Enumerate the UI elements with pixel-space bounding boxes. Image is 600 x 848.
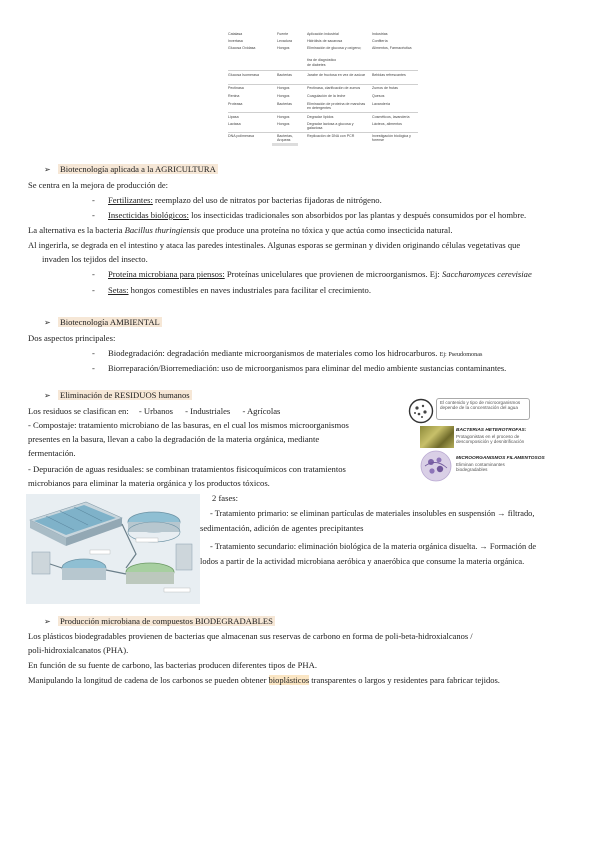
table-cell: Alimentos, Farmacéutica <box>372 46 412 50</box>
table-cell: Industrias <box>372 32 388 36</box>
table-cell: Catalasa <box>228 32 243 36</box>
table-cell: Lavandería <box>372 102 390 106</box>
table-cell: Quesos <box>372 94 385 98</box>
petri-dish-icon <box>408 398 434 424</box>
caption-box <box>436 398 530 420</box>
table-divider <box>228 70 418 71</box>
filamentous-microorganisms-image <box>420 450 452 482</box>
res-fases: 2 fases: <box>212 493 239 503</box>
table-cell: Cosméticos, lavandería <box>372 115 410 119</box>
agri-ingerir-1: Al ingerirla, se degrada en el intestino y ataca las paredes intestinales. Algunas esporas se germinan y dividen originando células vegetativas que <box>28 240 521 250</box>
res-depuracion-1: - Depuración de aguas residuales: se combinan tratamientos fisicoquímicos con tratamientos <box>28 464 346 474</box>
res-primario-2: sedimentación, adición de agentes precipitantes <box>200 523 364 533</box>
agri-setas: Setas: hongos comestibles en naves industriales para facilitar el crecimiento. <box>108 285 371 295</box>
bio-p1: Los plásticos biodegradables provienen de bacterias que almacenan sus reservas de carbono en forma de poli-beta-hidroxialcanos / <box>28 631 473 641</box>
table-cell: Bebidas refrescantes <box>372 73 406 77</box>
table-cell: Hongos <box>277 94 290 98</box>
table-smudge <box>272 143 298 146</box>
amb-biodegradacion: Biodegradación: degradación mediante microorganismos de materiales como los hidrocarburos. Ej: Pseudomonas <box>108 348 483 358</box>
table-cell: Hongos <box>277 122 290 126</box>
table-cell: Lácteos, alimentos <box>372 122 402 126</box>
table-cell: Hongos <box>277 46 290 50</box>
table-cell: Degradar lípidos <box>307 115 334 119</box>
table-cell: Hongos <box>277 86 290 90</box>
table-divider <box>228 132 418 133</box>
table-cell: tira de diagnóstico <box>307 58 337 62</box>
dash-bullet: - <box>92 285 95 295</box>
table-cell: Bacterias <box>277 102 292 106</box>
dash-bullet: - <box>92 363 95 373</box>
table-cell: Fuente <box>277 32 289 36</box>
table-cell: Coagulación de la leche <box>307 94 346 98</box>
amb-biorreparacion: Biorreparación/Biorremediación: uso de microorganismos para eliminar del medio ambiente sustancias contaminantes. <box>108 364 507 373</box>
microorganisms-figure <box>408 398 568 486</box>
table-cell: Bacterias, Arqueas <box>277 134 293 143</box>
heading-agricultura: Biotecnología aplicada a la AGRICULTURA <box>60 164 216 174</box>
res-clasificacion: Los residuos se clasifican en: - Urbanos - Industriales - Agrícolas <box>28 406 281 416</box>
table-cell: Degradar lactosa a glucosa y galactosa <box>307 122 354 131</box>
table-cell: Confitería <box>372 39 388 43</box>
heterotrophic-bacteria-image <box>420 426 454 448</box>
table-cell: Lipasa <box>228 115 239 119</box>
hetero-title: BACTERIAS HETEROTROFAS: <box>456 428 527 433</box>
arrow-bullet-icon: ➢ <box>44 165 51 174</box>
table-cell: Aplicación industrial <box>307 32 339 36</box>
bio-p3: En función de su fuente de carbono, las bacterias producen diferentes tipos de PHA. <box>28 660 317 670</box>
heading-biodegradables: Producción microbiana de compuestos BIODEGRADABLES <box>60 616 273 626</box>
table-cell: Renina <box>228 94 240 98</box>
agri-ingerir-2: invaden los tejidos del insecto. <box>42 254 148 264</box>
amb-intro: Dos aspectos principales: <box>28 333 116 343</box>
table-cell: Zumos de frutas <box>372 86 398 90</box>
table-cell: Lactasa <box>228 122 241 126</box>
dash-bullet: - <box>92 210 95 220</box>
table-cell: Pectinasa, clarificación de zumos <box>307 86 361 90</box>
res-secundario-1: - Tratamiento secundario: eliminación biológica de la materia orgánica disuelta. → Formación de <box>210 542 537 551</box>
table-cell: Pectinasa <box>228 86 244 90</box>
table-cell: Glucosa Isomerasa <box>228 73 259 77</box>
agri-alternativa: La alternativa es la bacteria Bacillus thuringiensis que produce una proteína no tóxica y que actúa como insecticida natural. <box>28 225 453 235</box>
res-primario-1: - Tratamiento primario: se eliminan partículas de materiales insolubles en suspensión → filtrado, <box>210 509 535 518</box>
table-cell: Bacterias <box>277 73 292 77</box>
bio-p2: poli-hidroxialcanatos (PHA). <box>28 645 129 655</box>
table-divider <box>228 84 418 85</box>
table-cell: Investigación biológica y forense <box>372 134 411 143</box>
res-compostaje-2: presentes en la basura, llevan a cabo la degradación de la materia orgánica, mediante <box>28 434 320 444</box>
agri-fertilizantes: Fertilizantes: reemplazo del uso de nitratos por bacterias fijadoras de nitrógeno. <box>108 195 382 205</box>
dash-bullet: - <box>92 348 95 358</box>
agri-proteina: Proteína microbiana para piensos: Proteínas unicelulares que provienen de microorganismos. Ej: Saccharomyces cerevisiae <box>108 269 532 279</box>
heading-residuos: Eliminación de RESIDUOS humanos <box>60 390 190 400</box>
table-divider <box>228 112 418 113</box>
bio-p4: Manipulando la longitud de cadena de los carbonos se pueden obtener bioplásticos transparentes o largos y residentes para fabricar tejidos. <box>28 675 500 685</box>
table-cell: Eliminación de proteína de manchas en detergentes <box>307 102 366 111</box>
agri-intro: Se centra en la mejora de producción de: <box>28 180 169 190</box>
dash-bullet: - <box>92 195 95 205</box>
table-cell: Levadura <box>277 39 292 43</box>
fila-title: MICROORGANISMOS FILAMENTOSOS <box>456 456 545 461</box>
res-secundario-2: lodos a partir de la actividad microbiana aeróbica y anaeróbica que consume la materia orgánica. <box>200 557 525 566</box>
res-compostaje-1: - Compostaje: tratamiento microbiano de las basuras, en el cual los mismos microorganismos <box>28 420 349 430</box>
arrow-bullet-icon: ➢ <box>44 391 51 400</box>
heading-ambiental: Biotecnología AMBIENTAL <box>60 317 160 327</box>
table-cell: Proteasa <box>228 102 243 106</box>
table-cell: DNA polimerasa <box>228 134 254 138</box>
arrow-bullet-icon: ➢ <box>44 617 51 626</box>
table-cell: Hidrólisis de sacarosa <box>307 39 343 43</box>
dash-bullet: - <box>92 269 95 279</box>
arrow-bullet-icon: ➢ <box>44 318 51 327</box>
res-compostaje-3: fermentación. <box>28 448 76 458</box>
fila-text: Eliminan contaminantes biodegradables <box>456 462 505 473</box>
agri-insecticidas: Insecticidas biológicos: los insecticidas tradicionales son absorbidos por las plantas y después consumidos por el hombre. <box>108 210 527 220</box>
table-cell: Eliminación de glucosa y oxígeno; <box>307 46 362 50</box>
table-cell: Invertasa <box>228 39 243 43</box>
table-cell: Hongos <box>277 115 290 119</box>
wastewater-plant-illustration <box>26 494 200 604</box>
table-cell: de diabetes <box>307 63 326 67</box>
caption-text: El contenido y tipo de microorganismos depende de la concentración del agua <box>440 400 521 411</box>
table-cell: Jarabe de fructosa en vez de azúcar <box>307 73 366 77</box>
res-depuracion-2: microbianos para eliminar la materia orgánica y los productos tóxicos. <box>28 478 270 488</box>
table-cell: Replicación de DNA con PCR <box>307 134 355 138</box>
hetero-text: Protagonistas en el proceso de descomposición y desnitrificación <box>456 434 525 445</box>
table-cell: Glucosa Oxidasa <box>228 46 256 50</box>
